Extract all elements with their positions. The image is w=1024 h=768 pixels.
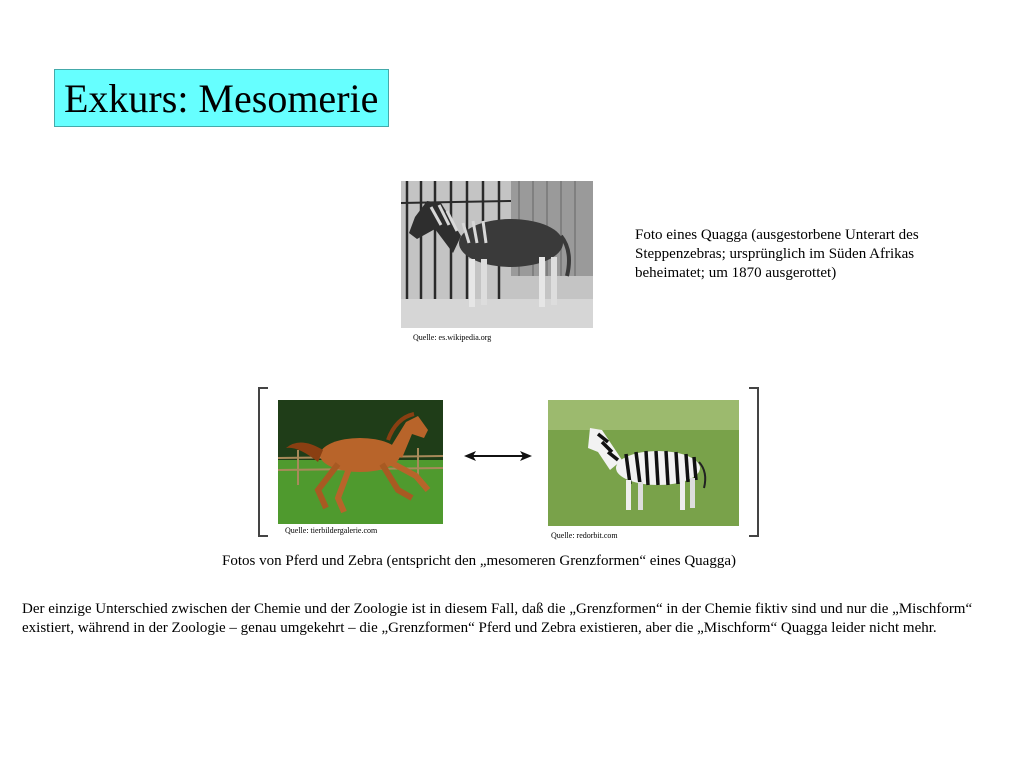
quagga-caption: Foto eines Quagga (ausgestorbene Unterart des Steppenzebras; ursprünglich im Süden Afrikas beheimatet; um 1870 ausgerottet) bbox=[635, 227, 919, 281]
right-bracket bbox=[748, 387, 760, 537]
horse-photo bbox=[278, 400, 443, 524]
pair-caption: Fotos von Pferd und Zebra (entspricht den „mesomeren Grenzformen“ eines Quagga) bbox=[222, 553, 736, 569]
slide-title: Exkurs: Mesomerie bbox=[64, 76, 379, 121]
horse-source: Quelle: tierbildergalerie.com bbox=[285, 526, 378, 535]
zebra-source: Quelle: redorbit.com bbox=[551, 531, 618, 540]
quagga-photo bbox=[401, 181, 593, 328]
double-arrow-icon bbox=[462, 446, 534, 466]
left-bracket bbox=[257, 387, 269, 537]
title-box bbox=[54, 69, 389, 127]
zebra-photo bbox=[548, 400, 739, 526]
explanation-paragraph: Der einzige Unterschied zwischen der Chemie und der Zoologie ist in diesem Fall, daß die „Grenzformen“ in der Chemie fiktiv sind und nur die „Mischform“ existiert, während in der Zoologie – genau umgekehrt – die „Grenzformen“ Pferd und Zebra existieren, aber die „Mischform“ Quagga leider nicht mehr. bbox=[22, 601, 973, 636]
quagga-source: Quelle: es.wikipedia.org bbox=[413, 333, 492, 342]
